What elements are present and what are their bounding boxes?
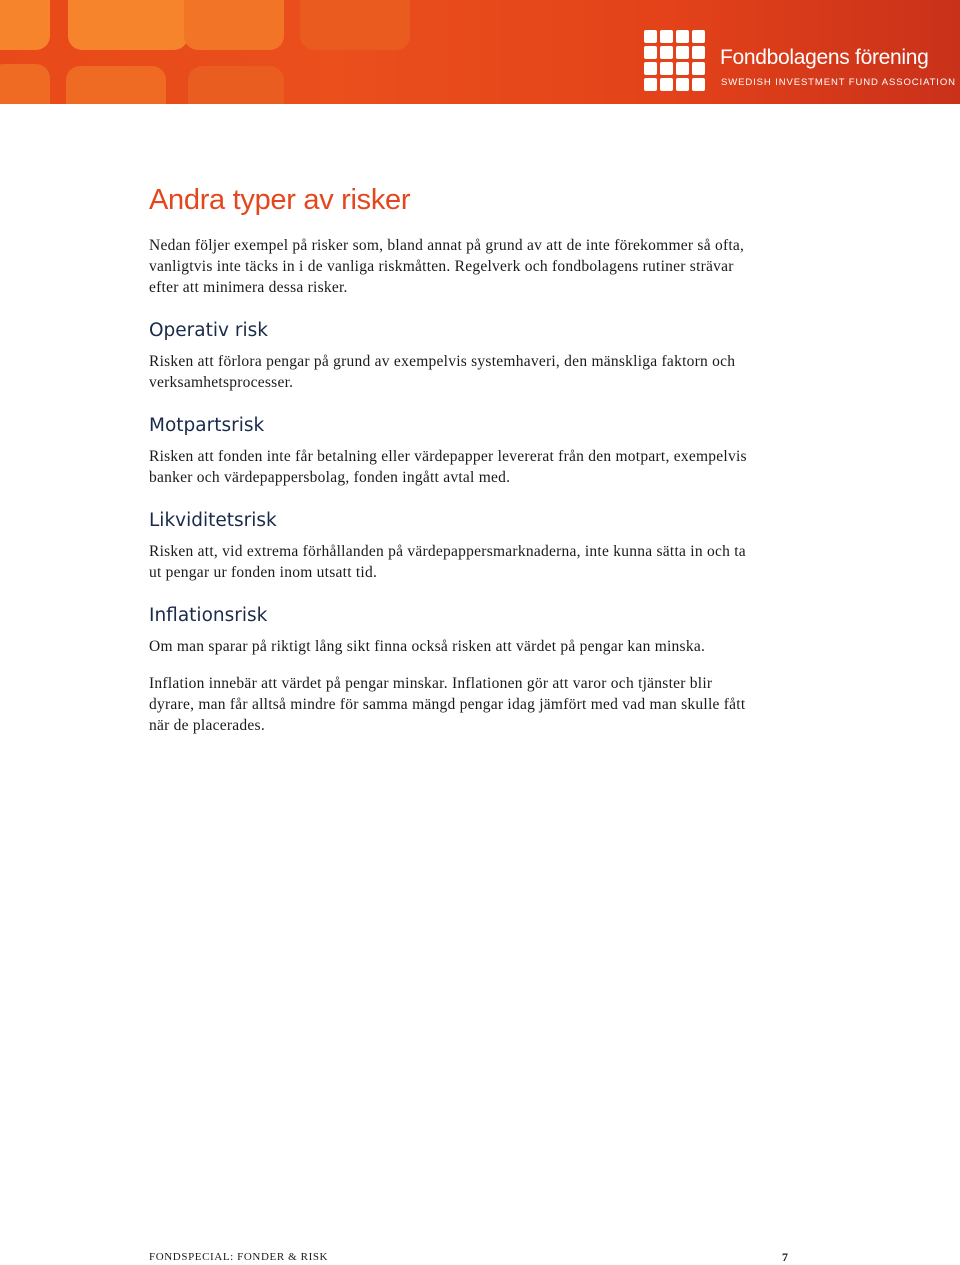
section-paragraph: Om man sparar på riktigt lång sikt finna också risken att värdet på pengar kan minska. (149, 638, 706, 655)
section-heading: Operativ risk (149, 320, 268, 341)
banner-decoration (300, 0, 410, 50)
logo-square (692, 46, 705, 59)
logo-square (692, 62, 705, 75)
logo-square (676, 30, 689, 43)
logo-square (676, 78, 689, 91)
section-paragraph: Inflation innebär att värdet på pengar minskar. Inflationen gör att varor och tjänster blir dyrare, man får alltså mindre för samma mängd pengar idag jämfört med vad man skulle fått när de placerades. (149, 675, 746, 734)
logo-square (660, 62, 673, 75)
logo-square (676, 46, 689, 59)
footer-publication: FONDSPECIAL: FONDER & RISK (149, 1251, 329, 1263)
banner-decoration (188, 66, 284, 104)
banner-decoration (0, 64, 50, 104)
section-likviditetsrisk (149, 510, 749, 583)
section-paragraph: Risken att, vid extrema förhållanden på värdepappersmarknaderna, inte kunna sätta in och ta ut pengar ur fonden inom utsatt tid. (149, 543, 746, 581)
org-name: Fondbolagens förening (720, 46, 929, 69)
logo-square (660, 46, 673, 59)
logo-square (692, 78, 705, 91)
logo-square (692, 30, 705, 43)
main-content (149, 184, 749, 736)
page-number: 7 (782, 1250, 788, 1264)
section-operativ-risk (149, 320, 749, 393)
logo-square (644, 78, 657, 91)
page-title: Andra typer av risker (149, 184, 411, 216)
header-banner (0, 0, 960, 104)
intro-paragraph: Nedan följer exempel på risker som, bland annat på grund av att de inte förekommer så ofta, vanligtvis inte täcks in i de vanliga riskmåtten. Regelverk och fondbolagens rutiner strävar efter att minimera dessa risker. (149, 237, 745, 296)
logo-grid-icon (644, 30, 706, 92)
section-heading: Motpartsrisk (149, 415, 265, 436)
section-paragraph: Risken att fonden inte får betalning eller värdepapper levererat från den motpart, exempelvis banker och värdepappersbolag, fonden ingått avtal med. (149, 448, 747, 486)
logo-square (644, 30, 657, 43)
logo-square (660, 78, 673, 91)
banner-decoration (66, 66, 166, 104)
org-subtitle: SWEDISH INVESTMENT FUND ASSOCIATION (721, 77, 956, 88)
section-heading: Inflationsrisk (149, 605, 268, 626)
banner-decoration (68, 0, 188, 50)
section-heading: Likviditetsrisk (149, 510, 277, 531)
section-inflationsrisk (149, 605, 749, 736)
section-motpartsrisk (149, 415, 749, 488)
logo-square (660, 30, 673, 43)
logo-square (644, 46, 657, 59)
banner-decoration (0, 0, 50, 50)
logo-square (676, 62, 689, 75)
banner-decoration (184, 0, 284, 50)
section-paragraph: Risken att förlora pengar på grund av exempelvis systemhaveri, den mänskliga faktorn och verksamhetsprocesser. (149, 353, 736, 391)
logo-square (644, 62, 657, 75)
